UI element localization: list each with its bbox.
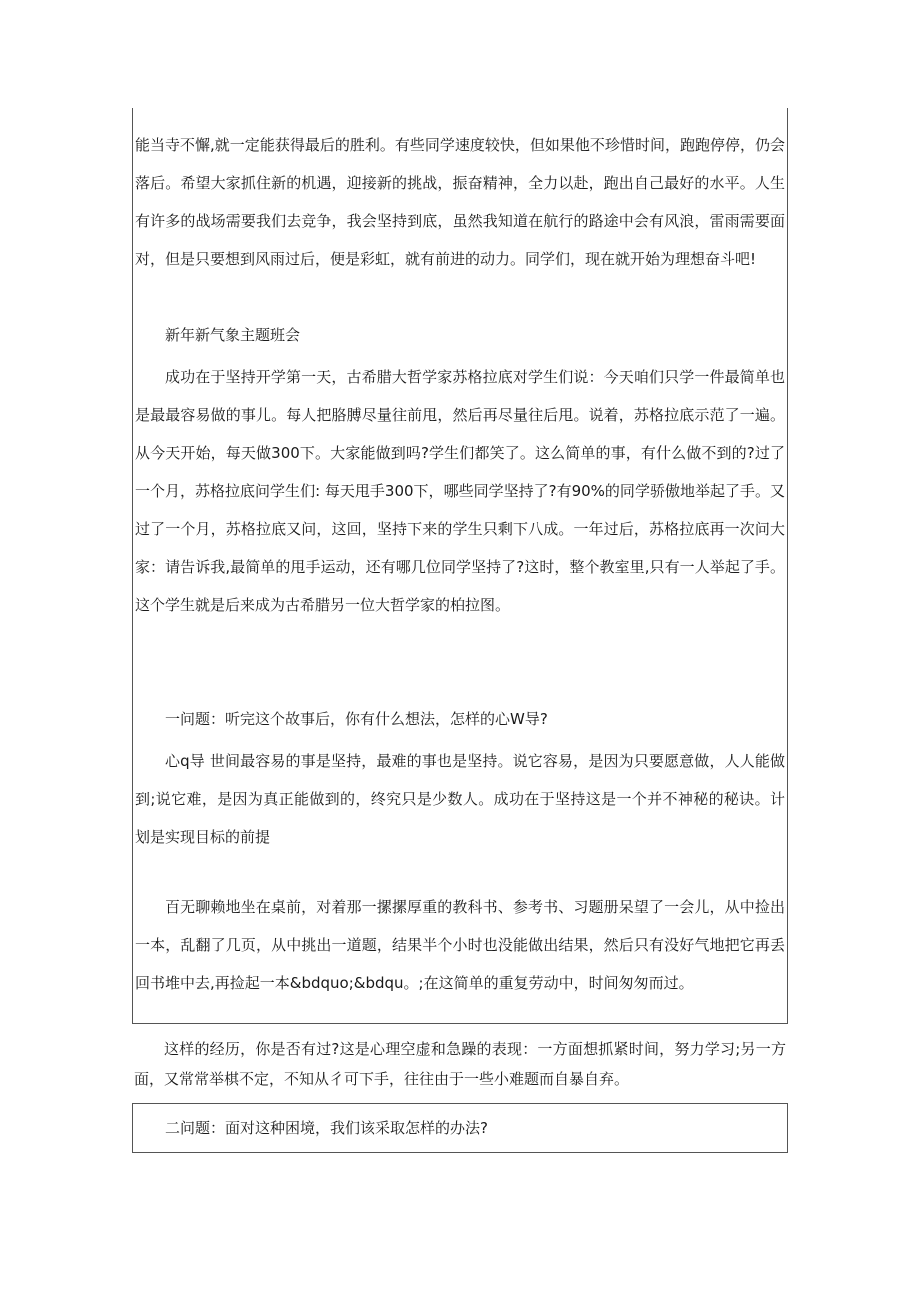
question-two: 二问题：面对这种困境，我们该采取怎样的办法?	[165, 1119, 488, 1137]
upper-bordered-section	[132, 108, 788, 1024]
section-title-new-year-class-meeting: 新年新气象主题班会	[165, 326, 301, 344]
lower-bordered-section	[132, 1103, 788, 1153]
paragraph-study-scene: 百无聊赖地坐在桌前，对着那一摞摞厚重的教科书、参考书、习题册呆望了一会儿，从中捡出一本，乱翻了几页，从中挑出一道题，结果半个小时也没能做出结果，然后只有没好气地把它再丢回书堆中去,再捡起一本&bdquo;&bdqu。;在这简单的重复劳动中，时间匆匆而过。	[135, 898, 785, 992]
question-one: 一问题：听完这个故事后，你有什么想法，怎样的心W导?	[165, 710, 548, 728]
paragraph-perseverance-speech: 能当寺不懈,就一定能获得最后的胜利。有些同学速度较快，但如果他不珍惜时间，跑跑停停，仍会落后。希望大家抓住新的机遇，迎接新的挑战，振奋精神，全力以赴，跑出自己最好的水平。人生有许多的战场需要我们去竞争，我会坚持到底，虽然我知道在航行的路途中会有风浪，雷雨需要面对，但是只要想到风雨过后，便是彩虹，就有前进的动力。同学们，现在就开始为理想奋斗吧!	[135, 136, 785, 268]
paragraph-experience-reflection: 这样的经历，你是否有过?这是心理空虚和急躁的表现：一方面想抓紧时间，努力学习;另一方面，又常常举棋不定，不知从彳可下手，往往由于一些小难题而自暴自弃。	[134, 1040, 786, 1088]
paragraph-guidance-one: 心q导 世间最容易的事是坚持，最难的事也是坚持。说它容易，是因为只要愿意做，人人能做到;说它难，是因为真正能做到的，终究只是少数人。成功在于坚持这是一个并不神秘的秘诀。计划是实现目标的前提	[135, 752, 785, 846]
paragraph-socrates-story: 成功在于坚持开学第一天，古希腊大哲学家苏格拉底对学生们说：今天咱们只学一件最简单也是最最容易做的事儿。每人把胳膊尽量往前甩，然后再尽量往后甩。说着，苏格拉底示范了一遍。从今天开始，每天做300下。大家能做到吗?学生们都笑了。这么简单的事，有什么做不到的?过了一个月，苏格拉底问学生们: 每天甩手300下，哪些同学坚持了?有90%的同学骄傲地举起了手。又过了一个月，苏格拉底又问，这回，坚持下来的学生只剩下八成。一年过后，苏格拉底再一次问大家：请告诉我,最简单的甩手运动，还有哪几位同学坚持了?这时，整个教室里,只有一人举起了手。这个学生就是后来成为古希腊另一位大哲学家的柏拉图。	[135, 368, 785, 614]
